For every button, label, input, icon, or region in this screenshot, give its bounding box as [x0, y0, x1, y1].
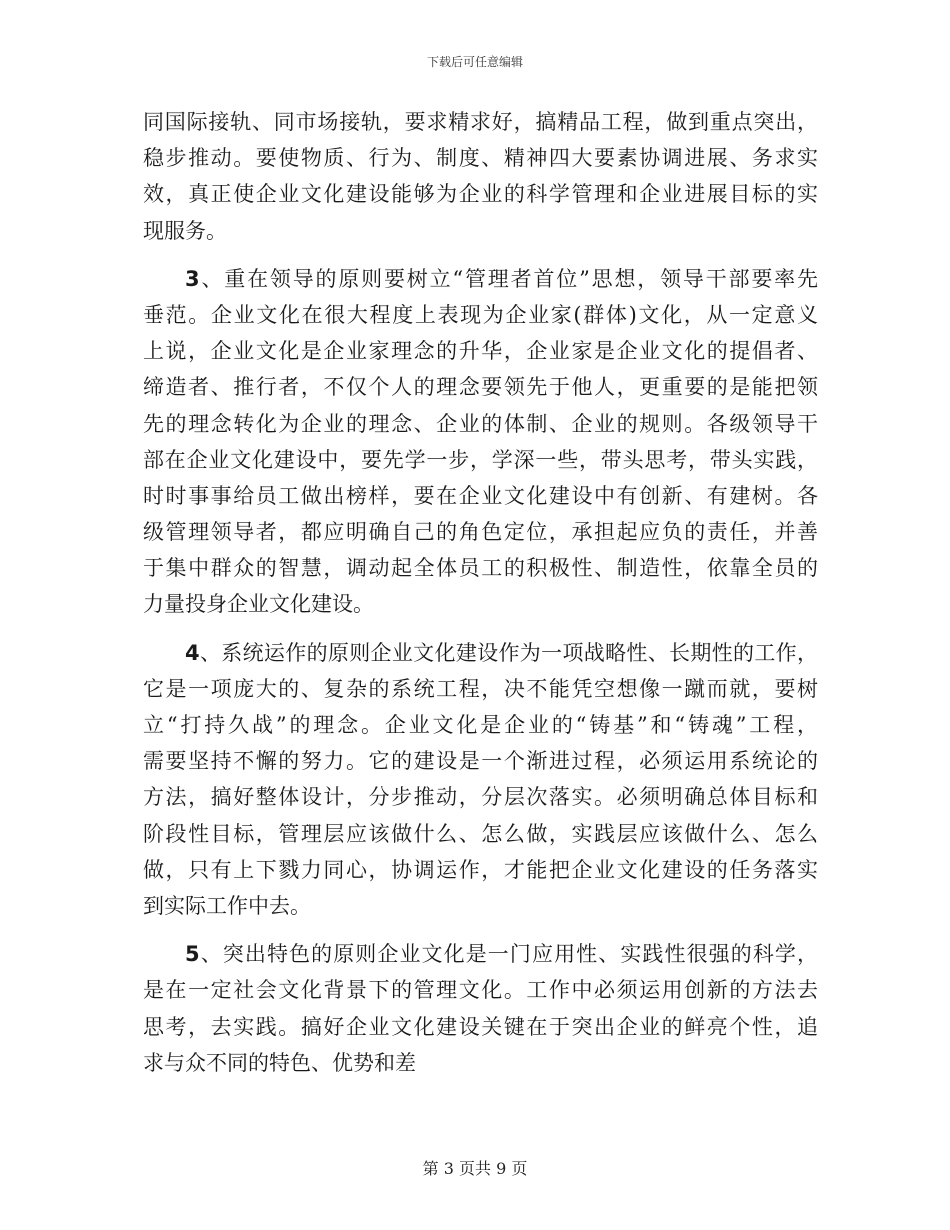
- text-line: 稳步推动。要使物质、行为、制度、精神四大要素协调进展、务求实: [143, 146, 818, 171]
- text-line: 上说，企业文化是企业家理念的升华，企业家是企业文化的提倡者、: [143, 339, 818, 364]
- page-footer: 第 3 页共 9 页: [422, 1159, 528, 1178]
- text-line: 是在一定社会文化背景下的管理文化。工作中必须运用创新的方法去: [143, 978, 818, 1003]
- paragraph-3: [143, 261, 818, 623]
- text-line: [143, 261, 818, 297]
- paragraph-number: 5: [185, 942, 200, 967]
- text-line: 时时事事给员工做出榜样，要在企业文化建设中有创新、有建树。各: [143, 483, 818, 508]
- text-line: 现服务。: [143, 218, 227, 243]
- text-line: 方法，搞好整体设计，分步推动，分层次落实。必须明确总体目标和: [143, 785, 818, 810]
- page-header: 下载后可任意编辑: [426, 55, 523, 69]
- text-line: 需要坚持不懈的努力。它的建设是一个渐进过程，必须运用系统论的: [143, 749, 818, 774]
- text-line: 级管理领导者，都应明确自己的角色定位，承担起应负的责任，并善: [143, 520, 818, 545]
- text-line: 缔造者、推行者，不仅个人的理念要领先于他人，更重要的是能把领: [143, 375, 818, 400]
- text-line: [143, 936, 818, 972]
- text-line: 垂范。企业文化在很大程度上表现为企业家(群体)文化，从一定意义: [143, 302, 818, 327]
- text-line: 部在企业文化建设中，要先学一步，学深一些，带头思考，带头实践，: [143, 447, 818, 472]
- text-line: 于集中群众的智慧，调动起全体员工的积极性、制造性，依靠全员的: [143, 556, 818, 581]
- text-line: 效，真正使企业文化建设能够为企业的科学管理和企业进展目标的实: [143, 182, 818, 207]
- text-line: 求与众不同的特色、优势和差: [143, 1050, 416, 1075]
- text-line: 思考，去实践。搞好企业文化建设关键在于突出企业的鲜亮个性，追: [143, 1014, 818, 1039]
- text-line: [143, 635, 818, 671]
- text-line: 阶段性目标，管理层应该做什么、怎么做，实践层应该做什么、怎么: [143, 821, 818, 846]
- text-line: 力量投身企业文化建设。: [143, 592, 374, 617]
- paragraph-lead-text: 、突出特色的原则企业文化是一门应用性、实践性很强的科学，: [199, 942, 818, 967]
- paragraph-lead-text: 、重在领导的原则要树立“管理者首位”思想，领导干部要率先: [199, 266, 818, 291]
- text-line: 做，只有上下戮力同心，协调运作，才能把企业文化建设的任务落实: [143, 857, 818, 882]
- text-line: 同国际接轨、同市场接轨，要求精求好，搞精品工程，做到重点突出，: [143, 110, 818, 134]
- paragraph-5: [143, 936, 818, 1081]
- document-body: [143, 104, 818, 1081]
- paragraph-number: 4: [185, 640, 200, 665]
- paragraph-continuation: [143, 104, 818, 249]
- text-line: 立“打持久战”的理念。企业文化是企业的“铸基”和“铸魂”工程，: [143, 713, 818, 737]
- paragraph-number: 3: [185, 266, 200, 291]
- paragraph-4: [143, 635, 818, 925]
- paragraph-lead-text: 、系统运作的原则企业文化建设作为一项战略性、长期性的工作，: [199, 640, 818, 665]
- text-line: 到实际工作中去。: [143, 893, 311, 918]
- text-line: 它是一项庞大的、复杂的系统工程，决不能凭空想像一蹴而就，要树: [143, 676, 818, 701]
- text-line: 先的理念转化为企业的理念、企业的体制、企业的规则。各级领导干: [143, 411, 818, 436]
